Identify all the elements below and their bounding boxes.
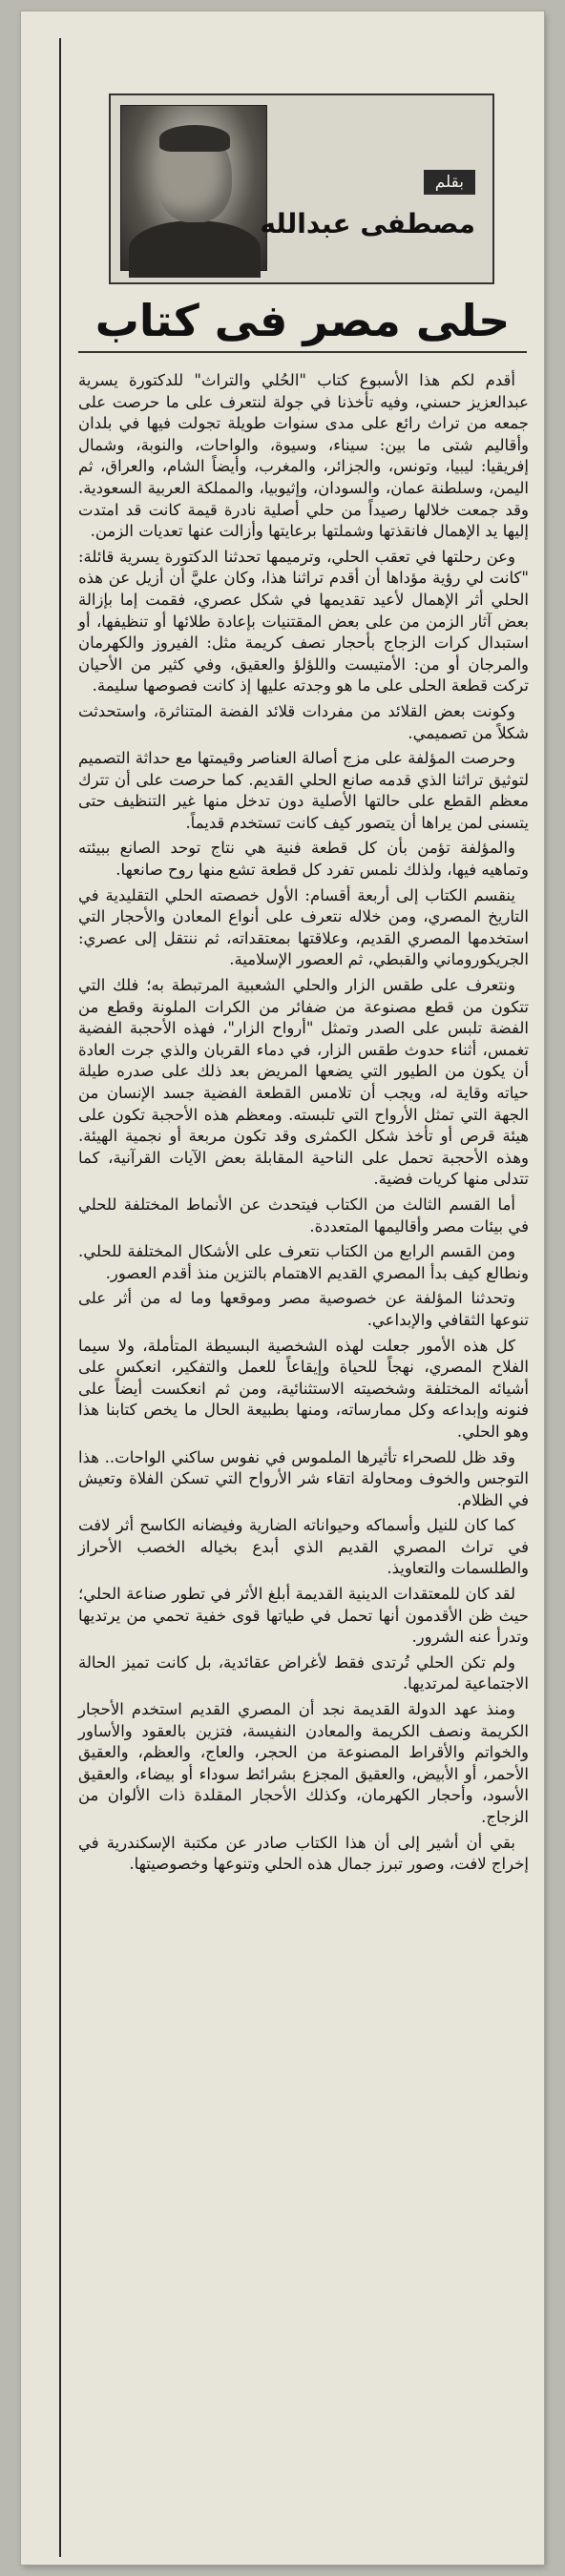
article-headline: حلى مصر فى كتاب [78, 290, 527, 353]
paragraph: كل هذه الأمور جعلت لهذه الشخصية البسيطة المتأملة، ولا سيما الفلاح المصري، نهجاً للحياة وإيقاعاً للعمل والتفكير، انعكس على أشيائه المختلفة وشخصيته الاستثنائية، ومن ثم انعكست أيضاً على فنونه وإبداعه وكل ممارساته، ومنها بطبيعة الحال ما يخص كتابنا هذا وهو الحلي. [78, 1336, 529, 1441]
paragraph: كما كان للنيل وأسماكه وحيواناته الضارية وفيضانه الكاسح أثر لافت في تراث المصري القديم الذي أبدع بخياله الخصب الأحراز والطلسمات والتعاويذ. [78, 1516, 529, 1578]
paragraph: وكونت بعض القلائد من مفردات قلائد الفضة المتناثرة، واستحدثت شكلاً من تصميمي. [78, 701, 529, 742]
photo-shoulders [129, 220, 261, 278]
paragraph: أما القسم الثالث من الكتاب فيتحدث عن الأنماط المختلفة للحلي في بيئات مصر وأقاليمها المتعددة. [78, 1195, 529, 1236]
paragraph: ومنذ عهد الدولة القديمة نجد أن المصري القديم استخدم الأحجار الكريمة ونصف الكريمة والمعادن النفيسة، فتزين بالعقود والأساور والخواتم والأقراط المصنوعة من الحجر، والعاج، والعظم، والعقيق الأحمر، أو الأبيض، والعقيق المجزع بشرائط سوداء أو بيضاء، والعقيق الأسود، وأحجار الكهرمان، وكذلك الأحجار المقلدة ذات الألوان من الزجاج. [78, 1700, 529, 1826]
paragraph: بقي أن أشير إلى أن هذا الكتاب صادر عن مكتبة الإسكندرية في إخراج لافت، وصور تبرز جمال هذه الحلي وتنوعها وخصوصيتها. [78, 1833, 529, 1874]
paragraph: ينقسم الكتاب إلى أربعة أقسام: الأول خصصته الحلي التقليدية في التاريخ المصري، ومن خلاله نتعرف على أنواع المعادن والأحجار التي استخدمها المصري القديم، وعلاقتها بمعتقداته، ثم ننتقل إلى عصري: الجريكوروماني والقبطي، ثم العصور الإسلامية. [78, 885, 529, 969]
paragraph: والمؤلفة تؤمن بأن كل قطعة فنية هي نتاج توحد الصانع ببيئته وتماهيه فيها، ولذلك نلمس تفرد كل قطعة تشع منها روح صانعها. [78, 839, 529, 880]
paragraph: وقد ظل للصحراء تأثيرها الملموس في نفوس ساكني الواحات.. هذا التوجس والخوف ومحاولة اتقاء شر الأرواح التي تسكن الفلاة وتعيش في الظلام. [78, 1447, 529, 1509]
paragraph: ولم تكن الحلي تُرتدى فقط لأغراض عقائدية، بل كانت تميز الحالة الاجتماعية لمرتديها. [78, 1652, 529, 1693]
paragraph: وعن رحلتها في تعقب الحلي، وترميمها تحدثنا الدكتورة يسرية قائلة: "كانت لي رؤية مؤداها أن أقدم تراثنا هذا، وكان عليَّ أن أزيل عن هذه الحلي أثر الإهمال لأعيد تقديمها في شكل عصري، فقمت إما بإزالة بعض آثار الزمن من على بعض المقتنيات بإعادة طلائها أو تنظيفها، أو استبدال كرات الزجاج بأحجار نصف كريمة مثل: الفيروز والكهرمان والمرجان أو من: الأمتيست واللؤلؤ والعقيق، وفي كثير من الأحيان تركت قطعة الحلى على ما هو وجدته عليها إذ كانت فصوصها سليمة. [78, 547, 529, 696]
paragraph: وتحدثنا المؤلفة عن خصوصية مصر وموقعها وما له من أثر على تنوعها الثقافي والإبداعي. [78, 1289, 529, 1329]
newspaper-clipping [21, 11, 544, 2565]
byline-label: بقلم [424, 170, 475, 195]
byline-box [109, 93, 494, 284]
author-photo [120, 105, 267, 271]
paragraph: أقدم لكم هذا الأسبوع كتاب "الحُلي والتراث" للدكتورة يسرية عبدالعزيز حسني، وفيه تأخذنا في جولة لنتعرف على ما حرصت على جمعه من تراث رائع على مدى سنوات طويلة تجولت فيها في بلدان وأقاليم شتى ما بين: سيناء، وسيوة، والواحات، والنوبة، وشمال إفريقيا: ليبيا، وتونس، والجزائر، والمغرب، وأيضاً الشام، والعراق، ثم اليمن، وسلطنة عمان، والسودان، وإثيوبيا، والمملكة العربية السعودية. وقد جمعت خلالها رصيداً من حلي أصلية نادرة قيمة كانت قد امتدت إليها يد الإهمال فانقذتها وشملتها برعايتها وأزالت عنها تعديات الزمن. [78, 371, 529, 541]
paragraph: وحرصت المؤلفة على مزج أصالة العناصر وقيمتها مع حداثة التصميم لتوثيق تراثنا الذي قدمه صانع الحلي القديم. كما حرصت على أن تترك معظم القطع على حالتها الأصلية دون تدخل منها غير التنظيف حتى يتسنى لمن يراها أن يتصور كيف كانت تستخدم قديماً. [78, 749, 529, 832]
paragraph: ومن القسم الرابع من الكتاب نتعرف على الأشكال المختلفة للحلي. ونطالع كيف بدأ المصري القديم الاهتمام بالتزين منذ أقدم العصور. [78, 1242, 529, 1282]
article-body [78, 370, 529, 1880]
author-name: مصطفى عبدالله [260, 208, 475, 239]
photo-hair [159, 125, 230, 152]
paragraph: لقد كان للمعتقدات الدينية القديمة أبلغ الأثر في تطور صناعة الحلي؛ حيث ظن الأقدمون أنها تحمل في طياتها قوى خفية تحمي من يرتديها وتدرأ عنه الشرور. [78, 1585, 529, 1647]
column-rule [59, 38, 61, 2557]
paragraph: ونتعرف على طقس الزار والحلي الشعبية المرتبطة به؛ فلك التي تتكون من قطع مصنوعة من ضفائر من الكرات الملونة وقطع من الفضة تلبس على الصدر وتمثل "أرواح الزار"، فهذه الأحجبة الفضية تغمس، أثناء حدوث طقس الزار، في دماء القربان والذي جرت العادة أن يكون من الطيور التي يضعها المريض بعد ذلك على صدره طيلة حياته وقاية له، ويجب أن تلامس القطعة الفضية جسد الإنسان من الجهة التي تمثل الأرواح التي تلبسته. ومعظم هذه الأحجبة تكون على هيئة قرص أو تأخذ شكل الكمثرى وقد تكون مربعة أو نجمية الهيئة. وهذه الأحجبة تحمل على الناحية المقابلة بعض الآيات القرآنية، كما تتدلى منها كريات فضية. [78, 976, 529, 1189]
